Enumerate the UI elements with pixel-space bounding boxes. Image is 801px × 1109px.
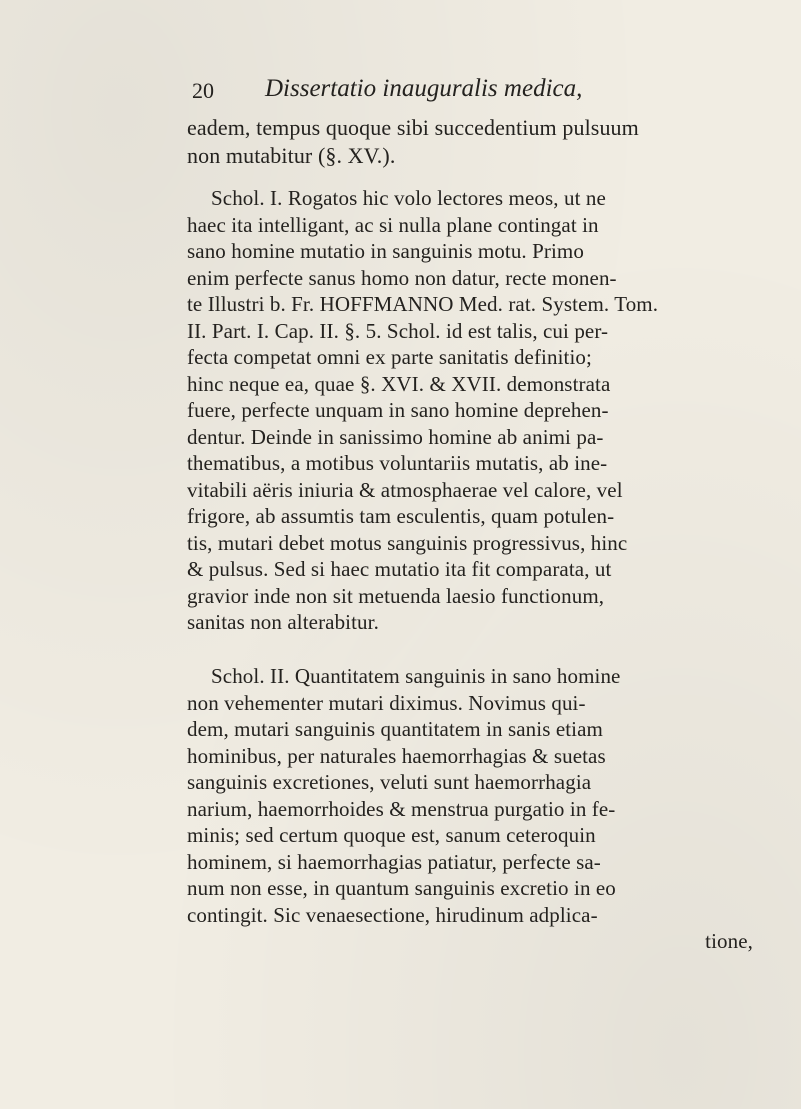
text-line: minis; sed certum quoque est, sanum ceteroquin xyxy=(187,823,596,847)
paragraph-1 xyxy=(187,114,793,170)
text-line: narium, haemorrhoides & menstrua purgatio in fe- xyxy=(187,796,616,821)
text-line: sano homine mutatio in sanguinis motu. Primo xyxy=(187,239,584,263)
text-line: sanguinis excretiones, veluti sunt haemorrhagia xyxy=(187,770,592,794)
text-line: enim perfecte sanus homo non datur, recte monen- xyxy=(187,265,617,290)
text-line: non mutabitur (§. XV.). xyxy=(187,143,396,168)
text-line: fecta competat omni ex parte sanitatis definitio; xyxy=(187,345,592,369)
running-title: Dissertatio inauguralis medica, xyxy=(265,75,583,102)
paragraph-scholion-2 xyxy=(187,663,793,955)
text-line: II. Part. I. Cap. II. §. 5. Schol. id est talis, cui per- xyxy=(187,318,609,343)
text-line: num non esse, in quantum sanguinis excretio in eo xyxy=(187,876,616,900)
text-line: frigore, ab assumtis tam esculentis, quam potulen- xyxy=(187,504,615,528)
text-line: dem, mutari sanguinis quantitatem in sanis etiam xyxy=(187,717,603,741)
text-line: Schol. I. Rogatos hic volo lectores meos, ut ne xyxy=(211,186,606,210)
text-line: non vehementer mutari diximus. Novimus qui- xyxy=(187,690,586,715)
text-line: hinc neque ea, quae §. XVI. & XVII. demonstrata xyxy=(187,371,611,396)
text-line: fuere, perfecte unquam in sano homine deprehen- xyxy=(187,398,609,422)
text-line: eadem, tempus quoque sibi succedentium pulsuum xyxy=(187,115,639,140)
paragraph-scholion-1 xyxy=(187,185,793,636)
text-line: te Illustri b. Fr. HOFFMANNO Med. rat. System. Tom. xyxy=(187,292,659,316)
text-line: gravior inde non sit metuenda laesio functionum, xyxy=(187,583,605,608)
text-line: Schol. II. Quantitatem sanguinis in sano homine xyxy=(211,664,621,688)
text-line: & pulsus. Sed si haec mutatio ita fit comparata, ut xyxy=(187,557,612,581)
text-line: hominem, si haemorrhagias patiatur, perfecte sa- xyxy=(187,849,601,874)
text-line: vitabili aëris iniuria & atmosphaerae vel calore, vel xyxy=(187,477,623,502)
text-line: dentur. Deinde in sanissimo homine ab animi pa- xyxy=(187,424,604,449)
catchword: tione, xyxy=(705,929,753,953)
text-line: hominibus, per naturales haemorrhagias & suetas xyxy=(187,743,606,768)
text-line: haec ita intelligant, ac si nulla plane contingat in xyxy=(187,212,599,237)
text-line: tis, mutari debet motus sanguinis progressivus, hinc xyxy=(187,530,628,555)
text-line: contingit. Sic venaesectione, hirudinum adplica- xyxy=(187,902,598,927)
text-line: thematibus, a motibus voluntariis mutatis, ab ine- xyxy=(187,451,608,475)
page-number: 20 xyxy=(192,78,214,103)
text-line: sanitas non alterabitur. xyxy=(187,610,379,634)
